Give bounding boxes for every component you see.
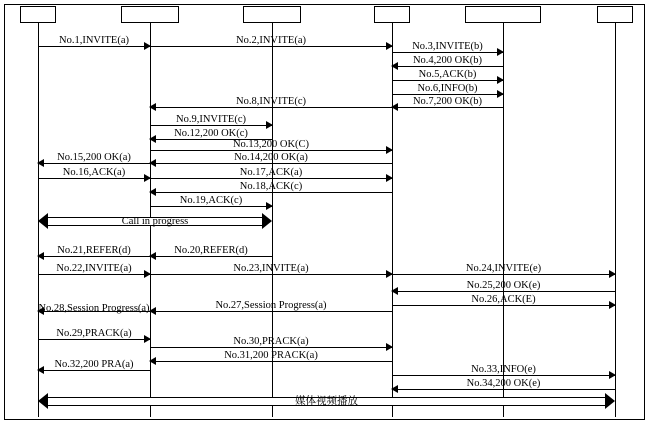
message-label: No.22,INVITE(a) — [56, 263, 132, 274]
message-arrow — [38, 245, 150, 262]
message-label: No.7,200 OK(b) — [412, 96, 483, 107]
wide-arrow-label: 媒体视频播放 — [295, 396, 358, 407]
message-line — [38, 46, 150, 47]
message-label: No.25,200 OK(e) — [466, 280, 541, 291]
message-label: No.4,200 OK(b) — [412, 55, 483, 66]
message-line — [150, 347, 392, 348]
message-line — [392, 80, 503, 81]
message-label: No.14,200 OK(a) — [234, 152, 308, 163]
lifeline-header — [20, 6, 56, 23]
message-label: No.6,INFO(b) — [417, 83, 478, 94]
message-label: No.2,INVITE(a) — [236, 35, 306, 46]
message-label: No.31,200 PRACK(a) — [224, 350, 318, 361]
lifeline-header — [374, 6, 410, 23]
message-arrow — [38, 305, 150, 317]
message-label: No.30,PRACK(a) — [233, 336, 309, 347]
message-label: No.9,INVITE(c) — [176, 114, 246, 125]
message-arrow — [38, 328, 150, 345]
wide-bidirectional-arrow — [38, 213, 272, 230]
lifeline-header — [121, 6, 179, 23]
message-label: No.16,ACK(a) — [62, 167, 126, 178]
message-line — [392, 305, 615, 306]
message-arrow — [150, 96, 392, 113]
message-line — [150, 163, 392, 164]
message-label: No.17,ACK(a) — [239, 167, 303, 178]
message-label: No.26,ACK(E) — [471, 294, 536, 305]
message-line — [392, 66, 503, 67]
message-label: No.18,ACK(c) — [239, 181, 303, 192]
message-line — [392, 94, 503, 95]
message-line — [150, 46, 392, 47]
message-label: No.33,INFO(e) — [471, 364, 536, 375]
message-label: No.34,200 OK(e) — [466, 378, 541, 389]
lifeline-axis — [615, 23, 616, 417]
message-arrow — [38, 359, 150, 376]
message-arrow — [38, 35, 150, 52]
message-line — [150, 206, 272, 207]
lifeline-header — [465, 6, 541, 23]
message-label: No.24,INVITE(e) — [465, 263, 542, 274]
message-line — [392, 52, 503, 53]
message-label: No.12,200 OK(c) — [174, 128, 248, 139]
message-line — [38, 370, 150, 371]
message-line — [38, 339, 150, 340]
message-label: No.21,REFER(d) — [57, 245, 131, 256]
message-label: No.27,Session Progress(a) — [215, 300, 327, 311]
message-line — [150, 178, 392, 179]
message-line — [38, 274, 150, 275]
message-line — [150, 150, 392, 151]
message-label: No.23,INVITE(a) — [233, 263, 309, 274]
message-line — [150, 361, 392, 362]
lifeline-header — [597, 6, 633, 23]
message-line — [392, 389, 615, 390]
message-line — [150, 274, 392, 275]
message-arrow — [150, 263, 392, 280]
message-line — [150, 192, 392, 193]
message-line — [150, 107, 392, 108]
message-line — [150, 125, 272, 126]
message-arrow — [150, 195, 272, 212]
message-arrow — [392, 96, 503, 113]
lifeline-header — [243, 6, 301, 23]
message-label: No.29,PRACK(a) — [56, 328, 132, 339]
message-arrow — [38, 167, 150, 184]
message-label: No.15,200 OK(a) — [57, 152, 131, 163]
message-label: No.19,ACK(c) — [179, 195, 243, 206]
message-label: No.8,INVITE(c) — [236, 96, 306, 107]
message-line — [392, 274, 615, 275]
message-arrow — [150, 35, 392, 52]
message-line — [38, 163, 150, 164]
message-arrow — [392, 294, 615, 311]
message-line — [38, 178, 150, 179]
message-label: No.20,REFER(d) — [174, 245, 248, 256]
message-label: No.1,INVITE(a) — [59, 35, 129, 46]
message-arrow — [392, 263, 615, 280]
message-arrow — [150, 245, 272, 262]
message-label: No.5,ACK(b) — [418, 69, 477, 80]
message-arrow — [150, 300, 392, 317]
message-line — [392, 107, 503, 108]
message-label: No.13,200 OK(C) — [232, 139, 310, 150]
message-label: No.3,INVITE(b) — [412, 41, 483, 52]
message-arrow — [38, 263, 150, 280]
message-line — [150, 256, 272, 257]
wide-arrow-label: Call in progress — [121, 216, 189, 227]
message-line — [38, 256, 150, 257]
message-arrow — [150, 350, 392, 367]
message-label: No.28,Session Progress(a) — [38, 303, 150, 314]
message-line — [392, 291, 615, 292]
message-line — [150, 311, 392, 312]
message-line — [392, 375, 615, 376]
message-label: No.32,200 PRA(a) — [54, 359, 134, 370]
wide-bidirectional-arrow — [38, 393, 615, 410]
